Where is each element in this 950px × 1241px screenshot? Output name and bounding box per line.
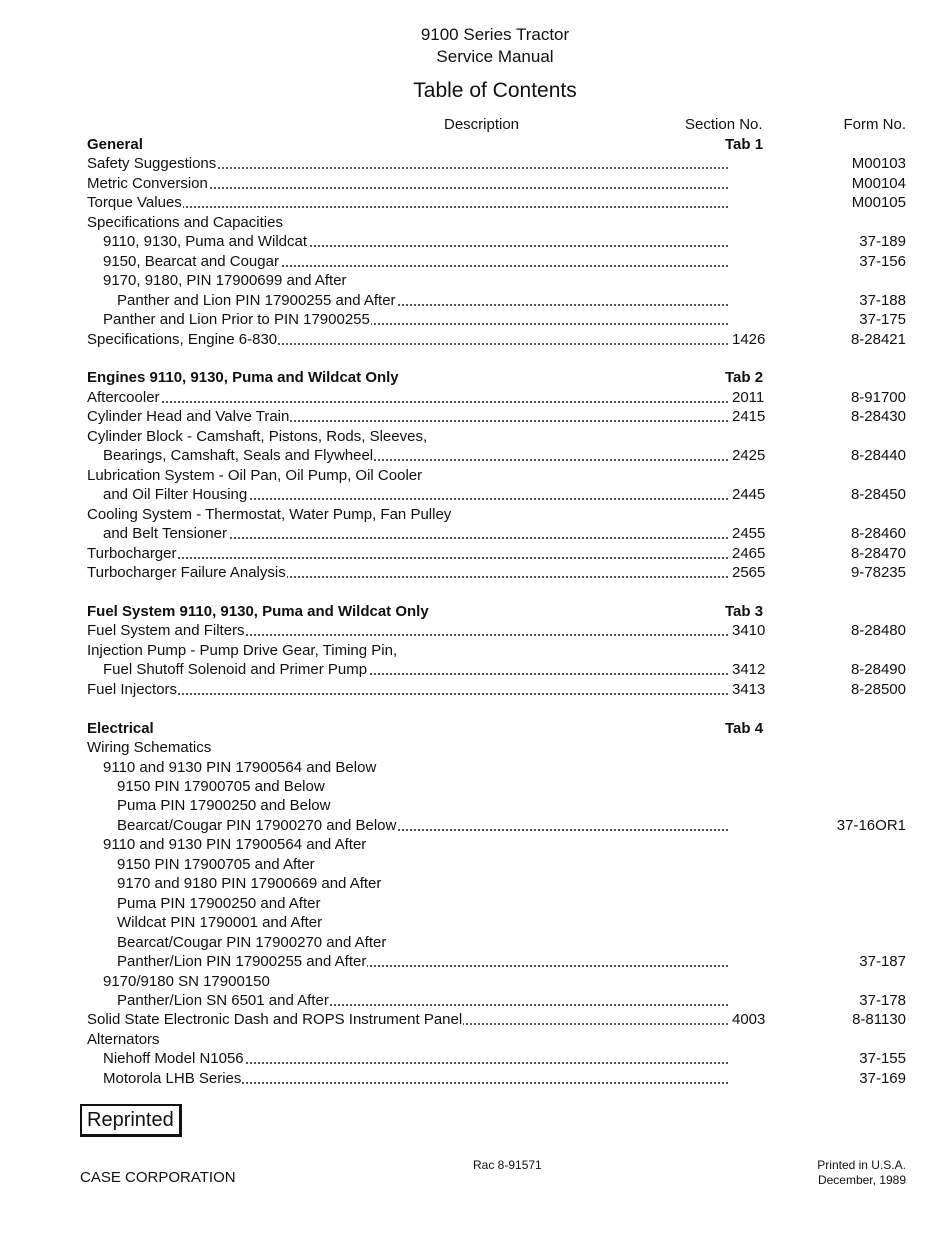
column-header-form: Form No.: [843, 116, 906, 133]
toc-entry-text: Bearcat/Cougar PIN 17900270 and After: [117, 933, 387, 951]
toc-entry-description: [103, 758, 377, 777]
dot-leader: [87, 557, 728, 559]
toc-entry: [0, 621, 950, 640]
toc-form-number: 8-28470: [850, 544, 906, 562]
toc-entry-text: 9110 and 9130 PIN 17900564 and After: [103, 836, 367, 854]
toc-entry: [0, 874, 950, 893]
toc-form-number: 37-155: [859, 1050, 906, 1068]
toc-entry-description: [87, 427, 428, 446]
toc-entry-description: [87, 621, 728, 640]
toc-entry-description: [103, 972, 271, 991]
toc-entry-description: [117, 874, 382, 893]
toc-section-number: 2425: [732, 447, 766, 465]
toc-form-number: 37-187: [859, 953, 906, 971]
toc-form-number: 8-91700: [850, 388, 906, 406]
toc-entry-description: [87, 641, 398, 660]
toc-entry-text: Engines 9110, 9130, Puma and Wildcat Only: [87, 369, 399, 387]
toc-heading: Table of Contents: [413, 79, 577, 102]
toc-entry-description: [103, 446, 728, 465]
column-header-section: Section No.: [685, 116, 763, 133]
toc-entry: [0, 485, 950, 504]
toc-entry: [0, 427, 950, 446]
toc-entry-text: 9150 PIN 17900705 and Below: [117, 778, 325, 795]
toc-section-number: 3412: [732, 661, 766, 679]
rac-number: Rac 8-91571: [473, 1158, 542, 1172]
toc-form-number: 37-189: [859, 233, 906, 251]
dot-leader: [87, 401, 728, 403]
toc-entry: [0, 972, 950, 991]
toc-entry-text: 9170, 9180, PIN 17900699 and After: [103, 272, 347, 290]
toc-entry-description: [87, 388, 728, 407]
toc-entry-description: [87, 193, 728, 212]
toc-section-heading: [0, 602, 950, 621]
toc-entry-description: [87, 680, 728, 699]
toc-entry-text: Motorola LHB Series: [103, 1069, 242, 1087]
toc-entry-text: Panther/Lion SN 6501 and After: [117, 991, 329, 1009]
toc-entry: [0, 913, 950, 932]
toc-entry-text: 9170 and 9180 PIN 17900669 and After: [117, 875, 382, 893]
toc-entry-description: [117, 991, 728, 1010]
toc-entry-description: [117, 952, 728, 971]
toc-entry-description: [87, 466, 423, 485]
toc-entry-text: Bearings, Camshaft, Seals and Flywheel: [103, 447, 374, 465]
toc-entry: [0, 330, 950, 349]
toc-entry: [0, 1030, 950, 1049]
toc-section-heading: [0, 719, 950, 738]
toc-entry: [0, 563, 950, 582]
toc-section-number: Tab 2: [725, 369, 764, 387]
toc-section-number: 2415: [732, 408, 766, 426]
toc-form-number: M00103: [851, 155, 906, 173]
toc-form-number: 37-188: [859, 291, 906, 309]
toc-entry-text: Specifications and Capacities: [87, 213, 283, 231]
toc-entry: [0, 1010, 950, 1029]
toc-form-number: M00105: [851, 194, 906, 212]
toc-entry-text: 9150, Bearcat and Cougar: [103, 252, 279, 270]
toc-entry: [0, 660, 950, 679]
toc-entry: [0, 232, 950, 251]
toc-entry: [0, 835, 950, 854]
toc-entry-text: Cylinder Head and Valve Train: [87, 408, 290, 426]
toc-entry-text: Fuel Injectors: [87, 680, 178, 698]
document-subtitle: Service Manual: [436, 47, 554, 66]
toc-entry: [0, 894, 950, 913]
toc-entry: [0, 855, 950, 874]
toc-entry-text: Cylinder Block - Camshaft, Pistons, Rods, Sleeves,: [87, 427, 428, 445]
toc-entry-description: [103, 310, 728, 329]
toc-entry-text: General: [87, 136, 143, 153]
toc-entry-description: [87, 368, 400, 387]
print-date: December, 1989: [817, 1173, 906, 1187]
toc-section-number: Tab 3: [725, 602, 764, 620]
toc-entry-description: [87, 213, 284, 232]
toc-entry-description: [103, 1069, 728, 1088]
toc-entry-text: Cooling System - Thermostat, Water Pump, Fan Pulley: [87, 505, 452, 523]
toc-entry-text: Fuel System and Filters: [87, 622, 245, 640]
toc-entry-description: [87, 1030, 161, 1049]
toc-entry: [0, 524, 950, 543]
toc-entry-text: Injection Pump - Pump Drive Gear, Timing Pin,: [87, 641, 398, 659]
print-info: [817, 1158, 906, 1188]
toc-entry-description: [103, 524, 728, 543]
toc-form-number: M00104: [851, 174, 906, 192]
toc-entry-text: Turbocharger: [87, 544, 177, 562]
toc-entry-text: Solid State Electronic Dash and ROPS Instrument Panel: [87, 1011, 463, 1029]
toc-section-number: 3410: [732, 622, 766, 640]
toc-entry: [0, 271, 950, 290]
toc-form-number: 8-81130: [852, 1011, 906, 1029]
toc-section-heading: [0, 135, 950, 154]
toc-entry: [0, 1069, 950, 1088]
dot-leader: [87, 693, 728, 695]
toc-form-number: 37-169: [859, 1069, 906, 1087]
document-title: 9100 Series Tractor: [420, 25, 570, 44]
toc-entry-description: [87, 174, 728, 193]
toc-section-heading: [0, 368, 950, 387]
toc-entry: [0, 154, 950, 173]
toc-entry-description: [103, 232, 728, 251]
toc-entry: [0, 174, 950, 193]
toc-entry-description: [87, 602, 430, 621]
toc-entry-text: Puma PIN 17900250 and Below: [117, 797, 331, 815]
toc-entry-text: Niehoff Model N1056: [103, 1050, 244, 1068]
toc-form-number: 37-16OR1: [836, 816, 906, 834]
toc-entry: [0, 680, 950, 699]
toc-entry: [0, 738, 950, 757]
toc-entry-description: [87, 544, 728, 563]
toc-entry: [0, 933, 950, 952]
toc-form-number: 8-28440: [850, 447, 906, 465]
toc-form-number: 8-28460: [850, 525, 906, 543]
toc-entry-text: Bearcat/Cougar PIN 17900270 and Below: [117, 816, 397, 834]
toc-form-number: 9-78235: [850, 563, 906, 581]
toc-entry: [0, 310, 950, 329]
toc-entry: [0, 193, 950, 212]
toc-entry-description: [87, 505, 452, 524]
toc-form-number: 37-175: [859, 311, 906, 329]
toc-entry-text: Lubrication System - Oil Pan, Oil Pump, Oil Cooler: [87, 466, 423, 484]
toc-entry: [0, 466, 950, 485]
toc-entry-text: 9110 and 9130 PIN 17900564 and Below: [103, 758, 377, 776]
toc-entry: [0, 1049, 950, 1068]
toc-entry: [0, 446, 950, 465]
toc-entry-text: Electrical: [87, 719, 154, 737]
toc-form-number: 37-156: [859, 252, 906, 270]
toc-entry-text: Specifications, Engine 6-830: [87, 330, 278, 348]
toc-entry-description: [117, 796, 331, 815]
toc-form-number: 8-28490: [850, 661, 906, 679]
toc-entry-text: Fuel Shutoff Solenoid and Primer Pump: [103, 661, 368, 679]
toc-entry-description: [117, 894, 321, 913]
toc-entry-description: [103, 271, 348, 290]
toc-entry-text: and Belt Tensioner: [103, 525, 227, 543]
toc-entry-description: [87, 1010, 728, 1029]
toc-entry-text: Alternators: [87, 1030, 160, 1048]
toc-entry: [0, 505, 950, 524]
toc-entry-description: [87, 738, 212, 757]
toc-entry-description: [87, 563, 728, 582]
toc-entry: [0, 388, 950, 407]
toc-entry: [0, 796, 950, 815]
toc-entry: [0, 641, 950, 660]
toc-section-number: 2465: [732, 544, 766, 562]
toc-entry-description: [117, 933, 387, 952]
toc-entry-description: [117, 777, 326, 796]
toc-section-number: 2011: [732, 388, 765, 406]
toc-entry: [0, 952, 950, 971]
toc-form-number: 37-178: [859, 991, 906, 1009]
toc-section-number: 2445: [732, 486, 766, 504]
dot-leader: [87, 206, 728, 208]
toc-entry-text: Panther/Lion PIN 17900255 and After: [117, 953, 367, 971]
toc-entry-text: Panther and Lion Prior to PIN 17900255: [103, 311, 370, 329]
toc-form-number: 8-28430: [850, 408, 906, 426]
toc-entry: [0, 544, 950, 563]
toc-entry-text: Torque Values: [87, 194, 182, 212]
toc-entry: [0, 252, 950, 271]
toc-section-number: 4003: [732, 1011, 766, 1029]
toc-entry: [0, 816, 950, 835]
toc-entry-description: [117, 913, 323, 932]
toc-entry-text: Wildcat PIN 1790001 and After: [117, 914, 323, 932]
toc-entry-description: [117, 855, 316, 874]
toc-entry-text: 9170/9180 SN 17900150: [103, 972, 270, 990]
toc-section-number: 3413: [732, 680, 766, 698]
print-location: Printed in U.S.A.: [817, 1158, 906, 1172]
toc-entry: [0, 758, 950, 777]
toc-section-number: 2455: [732, 525, 766, 543]
toc-entry-description: [117, 291, 728, 310]
toc-entry-text: Puma PIN 17900250 and After: [117, 894, 321, 912]
toc-entry-text: Fuel System 9110, 9130, Puma and Wildcat Only: [87, 602, 429, 620]
toc-entry-description: [87, 330, 728, 349]
toc-entry-text: Metric Conversion: [87, 174, 208, 192]
column-header-description: Description: [444, 116, 520, 133]
reprinted-stamp: Reprinted: [80, 1104, 182, 1137]
toc-entry-description: [87, 135, 144, 154]
toc-entry-description: [103, 252, 728, 271]
toc-entry-text: and Oil Filter Housing: [103, 486, 248, 504]
toc-entry-description: [117, 816, 728, 835]
toc-section-number: 1426: [732, 330, 766, 348]
toc-form-number: 8-28480: [850, 622, 906, 640]
toc-section-number: Tab 1: [725, 136, 764, 153]
toc-section-number: 2565: [732, 563, 766, 581]
toc-form-number: 8-28500: [850, 680, 906, 698]
toc-entry-description: [103, 1049, 728, 1068]
toc-entry-description: [87, 154, 728, 173]
toc-entry-text: Aftercooler: [87, 388, 160, 406]
toc-entry-text: Panther and Lion PIN 17900255 and After: [117, 291, 396, 309]
toc-entry: [0, 213, 950, 232]
toc-form-number: 8-28450: [850, 486, 906, 504]
toc-entry-description: [103, 485, 728, 504]
toc-entry: [0, 291, 950, 310]
toc-entry-description: [87, 719, 155, 738]
toc-entry: [0, 777, 950, 796]
corporation-name: CASE CORPORATION: [80, 1169, 236, 1186]
toc-entry-text: Wiring Schematics: [87, 739, 212, 757]
toc-entry-text: Turbocharger Failure Analysis: [87, 563, 286, 581]
toc-entry-description: [103, 660, 728, 679]
toc-entry-description: [87, 407, 728, 426]
toc-form-number: 8-28421: [850, 330, 906, 348]
toc-section-number: Tab 4: [725, 719, 764, 737]
toc-entry-text: 9150 PIN 17900705 and After: [117, 855, 315, 873]
toc-entry-text: 9110, 9130, Puma and Wildcat: [103, 233, 308, 251]
toc-entry: [0, 407, 950, 426]
toc-entry-text: Safety Suggestions: [87, 155, 217, 173]
toc-entry-description: [103, 835, 367, 854]
toc-entry: [0, 991, 950, 1010]
